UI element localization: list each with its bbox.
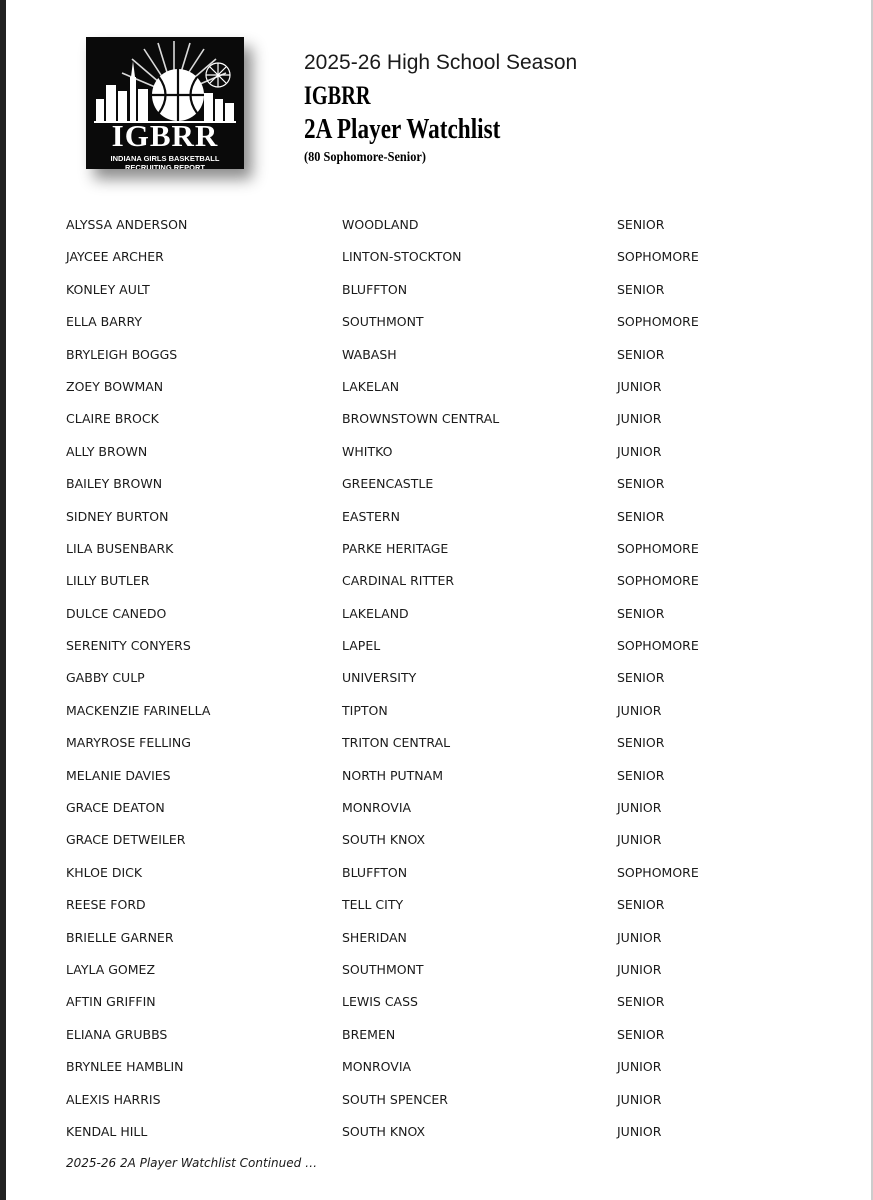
player-row xyxy=(0,371,873,403)
player-name: SERENITY CONYERS xyxy=(66,638,191,654)
player-name: LILA BUSENBARK xyxy=(66,540,174,556)
player-name: LILLY BUTLER xyxy=(66,573,150,589)
document-title: 2A Player Watchlist xyxy=(304,113,501,145)
player-name: ELLA BARRY xyxy=(66,314,142,330)
player-row xyxy=(0,209,873,241)
player-school: LEWIS CASS xyxy=(342,994,418,1010)
player-class: SOPHOMORE xyxy=(617,314,699,330)
player-school: LAKELAND xyxy=(342,605,409,621)
player-school: TRITON CENTRAL xyxy=(342,735,451,751)
player-class: SOPHOMORE xyxy=(617,540,699,556)
player-row xyxy=(0,436,873,468)
player-class: JUNIOR xyxy=(617,1059,662,1075)
player-row xyxy=(0,954,873,986)
player-row xyxy=(0,760,873,792)
player-row xyxy=(0,727,873,759)
player-name: KENDAL HILL xyxy=(66,1123,148,1139)
player-row xyxy=(0,241,873,273)
player-row xyxy=(0,274,873,306)
player-school: SHERIDAN xyxy=(342,929,407,945)
player-school: SOUTHMONT xyxy=(342,314,424,330)
player-class: SENIOR xyxy=(617,281,665,297)
player-school: TIPTON xyxy=(342,702,388,718)
player-class: JUNIOR xyxy=(617,702,662,718)
player-school: LAPEL xyxy=(342,638,381,654)
document-subtitle: (80 Sophomore-Senior) xyxy=(304,150,426,165)
player-class: JUNIOR xyxy=(617,832,662,848)
player-name: BRYNLEE HAMBLIN xyxy=(66,1059,184,1075)
player-school: MONROVIA xyxy=(342,1059,412,1075)
player-school: WHITKO xyxy=(342,443,393,459)
player-name: BAILEY BROWN xyxy=(66,476,163,492)
player-row xyxy=(0,1116,873,1148)
player-class: SENIOR xyxy=(617,1026,665,1042)
player-name: MARYROSE FELLING xyxy=(66,735,191,751)
player-school: WOODLAND xyxy=(342,217,419,232)
player-name: REESE FORD xyxy=(66,897,146,913)
player-row xyxy=(0,1019,873,1051)
player-name: AFTIN GRIFFIN xyxy=(66,994,156,1010)
player-class: JUNIOR xyxy=(617,1123,662,1139)
player-row xyxy=(0,468,873,500)
igbrr-logo xyxy=(86,37,244,169)
player-school: GREENCASTLE xyxy=(342,476,434,492)
player-name: JAYCEE ARCHER xyxy=(66,249,164,265)
player-name: KONLEY AULT xyxy=(66,281,150,297)
player-name: ALEXIS HARRIS xyxy=(66,1091,161,1107)
player-class: JUNIOR xyxy=(617,411,662,427)
player-name: ALYSSA ANDERSON xyxy=(66,217,188,232)
player-school: SOUTH SPENCER xyxy=(342,1091,448,1107)
player-name: GRACE DEATON xyxy=(66,800,165,816)
player-school: MONROVIA xyxy=(342,800,412,816)
player-class: SOPHOMORE xyxy=(617,573,699,589)
player-row xyxy=(0,501,873,533)
player-class: SOPHOMORE xyxy=(617,249,699,265)
player-name: GRACE DETWEILER xyxy=(66,832,186,848)
player-class: SENIOR xyxy=(617,735,665,751)
player-name: LAYLA GOMEZ xyxy=(66,961,156,977)
org-heading: IGBRR xyxy=(304,81,371,110)
player-class: SENIOR xyxy=(617,605,665,621)
player-row xyxy=(0,824,873,856)
player-class: JUNIOR xyxy=(617,1091,662,1107)
player-name: MELANIE DAVIES xyxy=(66,767,171,783)
player-class: SENIOR xyxy=(617,897,665,913)
player-class: SENIOR xyxy=(617,670,665,686)
player-school: WABASH xyxy=(342,346,397,362)
player-class: JUNIOR xyxy=(617,929,662,945)
player-row xyxy=(0,403,873,435)
player-school: BLUFFTON xyxy=(342,864,408,880)
player-row xyxy=(0,986,873,1018)
player-class: SENIOR xyxy=(617,767,665,783)
player-name: ELIANA GRUBBS xyxy=(66,1026,168,1042)
player-row xyxy=(0,565,873,597)
player-row xyxy=(0,339,873,371)
player-row xyxy=(0,306,873,338)
player-name: BRIELLE GARNER xyxy=(66,929,174,945)
player-name: ALLY BROWN xyxy=(66,443,148,459)
player-class: JUNIOR xyxy=(617,378,662,394)
player-school: LAKELAN xyxy=(342,378,400,394)
player-class: SOPHOMORE xyxy=(617,864,699,880)
player-name: SIDNEY BURTON xyxy=(66,508,169,524)
player-class: JUNIOR xyxy=(617,443,662,459)
logo-wordmark: IGBRR xyxy=(111,118,219,153)
player-name: BRYLEIGH BOGGS xyxy=(66,346,178,362)
player-name: MACKENZIE FARINELLA xyxy=(66,702,211,718)
player-row xyxy=(0,857,873,889)
continued-note: 2025-26 2A Player Watchlist Continued … xyxy=(66,1156,318,1170)
player-class: SENIOR xyxy=(617,508,665,524)
player-row xyxy=(0,598,873,630)
player-school: EASTERN xyxy=(342,508,400,524)
season-heading: 2025-26 High School Season xyxy=(304,51,578,74)
player-row xyxy=(0,630,873,662)
player-school: BLUFFTON xyxy=(342,281,408,297)
player-school: LINTON-STOCKTON xyxy=(342,249,462,265)
player-row xyxy=(0,889,873,921)
logo-subtitle-line-2: RECRUITING REPORT xyxy=(124,163,205,169)
player-school: TELL CITY xyxy=(342,897,404,913)
player-class: SENIOR xyxy=(617,476,665,492)
player-row xyxy=(0,533,873,565)
player-row xyxy=(0,1051,873,1083)
player-school: UNIVERSITY xyxy=(342,670,417,686)
player-row xyxy=(0,792,873,824)
player-class: JUNIOR xyxy=(617,961,662,977)
player-school: SOUTH KNOX xyxy=(342,832,426,848)
logo-subtitle-line-1: INDIANA GIRLS BASKETBALL xyxy=(110,154,220,163)
player-class: SENIOR xyxy=(617,994,665,1010)
player-school: PARKE HERITAGE xyxy=(342,540,449,556)
player-class: SENIOR xyxy=(617,346,665,362)
player-name: DULCE CANEDO xyxy=(66,605,167,621)
player-name: KHLOE DICK xyxy=(66,864,143,880)
player-class: SOPHOMORE xyxy=(617,638,699,654)
player-school: SOUTHMONT xyxy=(342,961,424,977)
player-school: BREMEN xyxy=(342,1026,396,1042)
player-school: CARDINAL RITTER xyxy=(342,573,455,589)
player-row xyxy=(0,695,873,727)
player-row xyxy=(0,662,873,694)
player-name: GABBY CULP xyxy=(66,670,145,686)
player-row xyxy=(0,1084,873,1116)
player-school: BROWNSTOWN CENTRAL xyxy=(342,411,500,427)
player-name: CLAIRE BROCK xyxy=(66,411,159,427)
player-school: SOUTH KNOX xyxy=(342,1123,426,1139)
player-school: NORTH PUTNAM xyxy=(342,767,443,783)
player-class: SENIOR xyxy=(617,217,665,232)
player-row xyxy=(0,922,873,954)
player-class: JUNIOR xyxy=(617,800,662,816)
player-name: ZOEY BOWMAN xyxy=(66,378,164,394)
player-roster xyxy=(0,209,873,1148)
